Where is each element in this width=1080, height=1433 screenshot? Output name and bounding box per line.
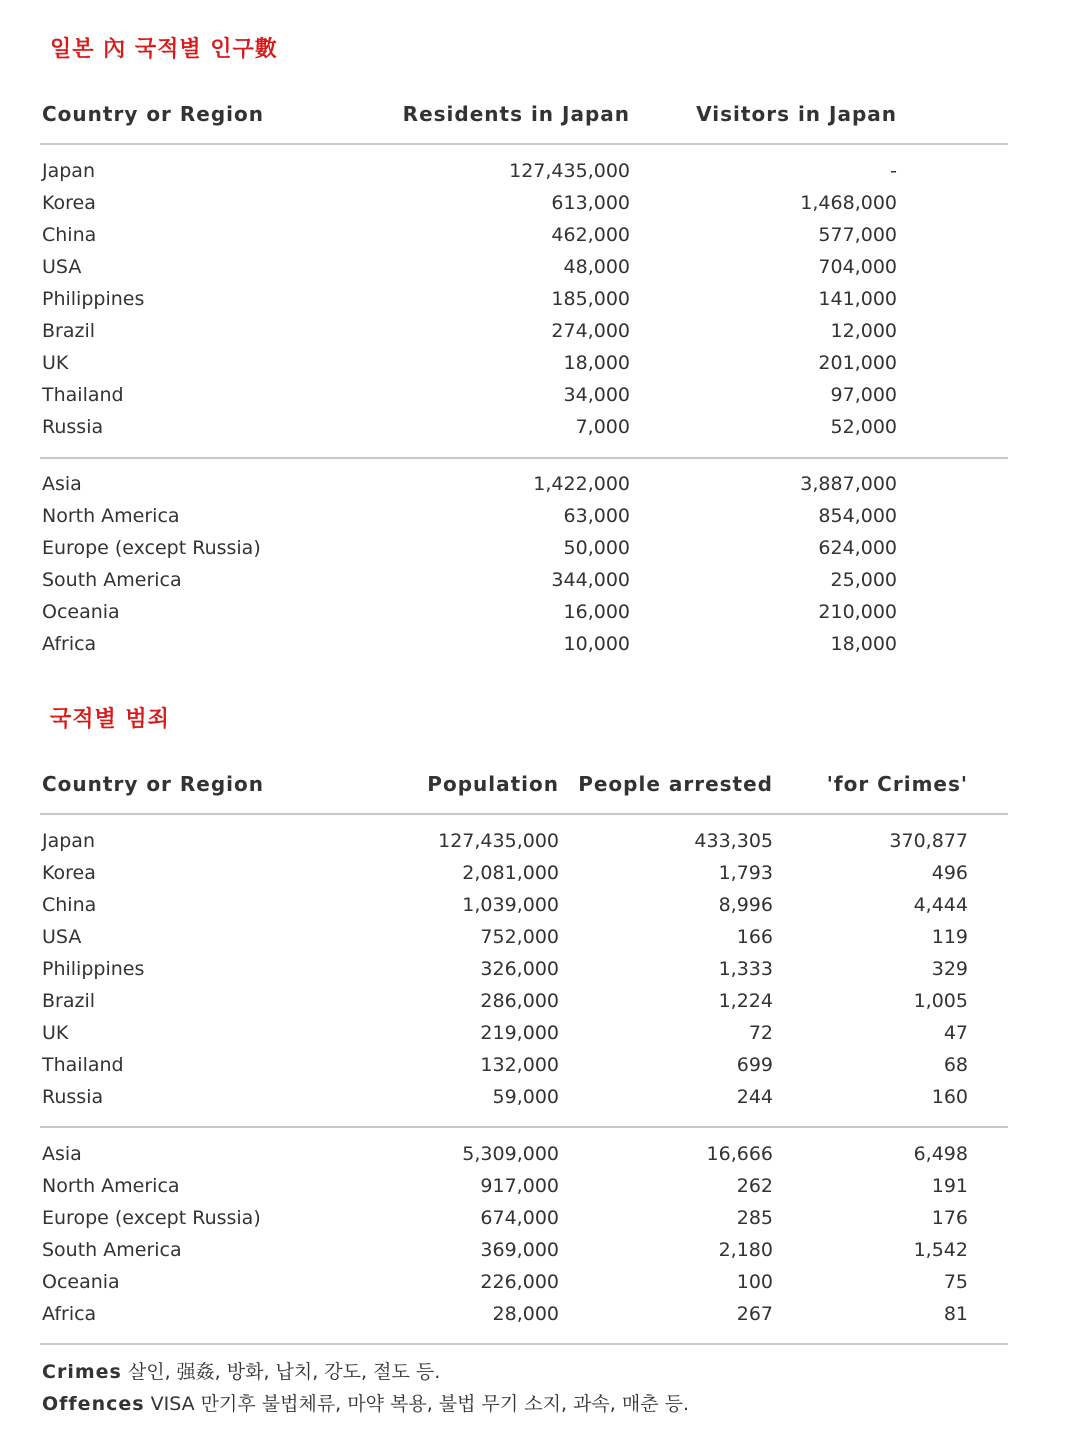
row-value-c: 160 <box>931 1086 968 1108</box>
header-residents: Residents in Japan <box>402 102 630 126</box>
row-value-b: 267 <box>736 1303 773 1325</box>
row-value-c: 1,542 <box>913 1239 968 1261</box>
table-row <box>0 889 1080 921</box>
row-value-a: 344,000 <box>551 569 630 591</box>
table-row <box>0 468 1080 500</box>
row-value-b: 210,000 <box>818 601 897 623</box>
row-value-a: 274,000 <box>551 320 630 342</box>
header-country: Country or Region <box>42 772 264 796</box>
row-value-a: 185,000 <box>551 288 630 310</box>
table-row <box>0 283 1080 315</box>
row-value-b: 100 <box>736 1271 773 1293</box>
table-row <box>0 155 1080 187</box>
table-row <box>0 187 1080 219</box>
row-value-c: 496 <box>931 862 968 884</box>
row-value-b: 141,000 <box>818 288 897 310</box>
row-label: Korea <box>42 862 96 884</box>
row-label: Philippines <box>42 288 145 310</box>
crimes-note <box>42 1357 440 1384</box>
row-value-c: 6,498 <box>913 1143 968 1165</box>
table-row <box>0 411 1080 443</box>
table-row <box>0 857 1080 889</box>
row-label: South America <box>42 569 182 591</box>
row-value-b: 577,000 <box>818 224 897 246</box>
table-row <box>0 953 1080 985</box>
row-value-a: 10,000 <box>563 633 630 655</box>
table-row <box>0 921 1080 953</box>
header-for-crimes: 'for Crimes' <box>826 772 968 796</box>
row-value-c: 4,444 <box>913 894 968 916</box>
row-value-b: 1,333 <box>718 958 773 980</box>
row-value-a: 2,081,000 <box>462 862 559 884</box>
row-value-b: 854,000 <box>818 505 897 527</box>
row-value-b: 8,996 <box>718 894 773 916</box>
row-value-a: 16,000 <box>563 601 630 623</box>
table-row <box>0 251 1080 283</box>
row-value-b: 262 <box>736 1175 773 1197</box>
row-label: China <box>42 224 97 246</box>
row-value-a: 286,000 <box>480 990 559 1012</box>
row-value-c: 191 <box>931 1175 968 1197</box>
table-row <box>0 1298 1080 1330</box>
row-value-a: 462,000 <box>551 224 630 246</box>
row-value-b: 52,000 <box>830 416 897 438</box>
row-value-a: 7,000 <box>575 416 630 438</box>
row-value-a: 917,000 <box>480 1175 559 1197</box>
offences-note <box>42 1389 689 1416</box>
table-row <box>0 1081 1080 1113</box>
row-label: UK <box>42 1022 69 1044</box>
row-label: USA <box>42 256 82 278</box>
row-label: USA <box>42 926 82 948</box>
table-row <box>0 825 1080 857</box>
row-label: Brazil <box>42 320 96 342</box>
row-value-b: 201,000 <box>818 352 897 374</box>
row-label: Asia <box>42 1143 82 1165</box>
row-label: Europe (except Russia) <box>42 1207 261 1229</box>
row-value-b: 18,000 <box>830 633 897 655</box>
row-value-b: 704,000 <box>818 256 897 278</box>
row-label: Philippines <box>42 958 145 980</box>
table-row <box>0 379 1080 411</box>
row-value-b: 1,793 <box>718 862 773 884</box>
row-label: Thailand <box>42 1054 124 1076</box>
row-value-c: 81 <box>943 1303 968 1325</box>
row-value-b: 699 <box>736 1054 773 1076</box>
row-value-b: 1,224 <box>718 990 773 1012</box>
crime-section-title: 국적별 범죄 <box>50 707 170 732</box>
row-label: Russia <box>42 1086 104 1108</box>
row-label: South America <box>42 1239 182 1261</box>
table-row <box>0 347 1080 379</box>
header-country: Country or Region <box>42 102 264 126</box>
table-row <box>0 1170 1080 1202</box>
row-value-a: 219,000 <box>480 1022 559 1044</box>
table-row <box>0 564 1080 596</box>
row-label: Japan <box>42 160 95 182</box>
table-row <box>0 1017 1080 1049</box>
row-value-a: 63,000 <box>563 505 630 527</box>
row-value-b: 244 <box>736 1086 773 1108</box>
row-value-a: 127,435,000 <box>509 160 630 182</box>
crimes-label: Crimes <box>42 1361 122 1383</box>
row-value-c: 1,005 <box>913 990 968 1012</box>
row-value-a: 34,000 <box>563 384 630 406</box>
row-value-b: 433,305 <box>694 830 773 852</box>
table-row <box>0 1234 1080 1266</box>
row-value-a: 674,000 <box>480 1207 559 1229</box>
row-value-c: 75 <box>943 1271 968 1293</box>
row-value-b: 1,468,000 <box>800 192 897 214</box>
row-value-a: 18,000 <box>563 352 630 374</box>
row-label: Japan <box>42 830 95 852</box>
row-value-a: 226,000 <box>480 1271 559 1293</box>
header-divider <box>40 143 1008 145</box>
header-visitors: Visitors in Japan <box>696 102 897 126</box>
row-value-a: 1,422,000 <box>533 473 630 495</box>
row-value-c: 370,877 <box>889 830 968 852</box>
row-label: Africa <box>42 633 97 655</box>
table-row <box>0 985 1080 1017</box>
table-row <box>0 628 1080 660</box>
header-arrested: People arrested <box>578 772 773 796</box>
table-row <box>0 1138 1080 1170</box>
footer-divider <box>40 1343 1008 1345</box>
offences-text: VISA 만기후 불법체류, 마약 복용, 불법 무기 소지, 과속, 매춘 등. <box>144 1393 689 1415</box>
table-row <box>0 219 1080 251</box>
row-value-a: 326,000 <box>480 958 559 980</box>
row-value-b: 97,000 <box>830 384 897 406</box>
section-divider <box>40 457 1008 459</box>
row-value-c: 47 <box>943 1022 968 1044</box>
row-value-a: 127,435,000 <box>438 830 559 852</box>
row-value-b: 12,000 <box>830 320 897 342</box>
row-value-a: 752,000 <box>480 926 559 948</box>
header-divider <box>40 813 1008 815</box>
row-value-a: 5,309,000 <box>462 1143 559 1165</box>
row-value-a: 1,039,000 <box>462 894 559 916</box>
row-label: Russia <box>42 416 104 438</box>
row-value-b: 72 <box>748 1022 773 1044</box>
row-value-b: 25,000 <box>830 569 897 591</box>
section-divider <box>40 1126 1008 1128</box>
row-value-b: - <box>890 160 897 182</box>
offences-label: Offences <box>42 1393 145 1415</box>
row-label: Africa <box>42 1303 97 1325</box>
header-population: Population <box>427 772 559 796</box>
row-value-a: 613,000 <box>551 192 630 214</box>
table-row <box>0 596 1080 628</box>
row-value-c: 68 <box>943 1054 968 1076</box>
row-value-a: 59,000 <box>492 1086 559 1108</box>
row-value-a: 28,000 <box>492 1303 559 1325</box>
row-label: Oceania <box>42 601 120 623</box>
row-value-c: 119 <box>931 926 968 948</box>
row-value-b: 16,666 <box>706 1143 773 1165</box>
row-label: UK <box>42 352 69 374</box>
row-label: China <box>42 894 97 916</box>
row-label: Oceania <box>42 1271 120 1293</box>
row-value-b: 285 <box>736 1207 773 1229</box>
row-value-b: 166 <box>736 926 773 948</box>
population-section-title: 일본 內 국적별 인구數 <box>50 37 278 62</box>
table-row <box>0 1049 1080 1081</box>
table-row <box>0 1202 1080 1234</box>
row-label: Korea <box>42 192 96 214</box>
table-row <box>0 500 1080 532</box>
row-value-b: 2,180 <box>718 1239 773 1261</box>
row-value-c: 176 <box>931 1207 968 1229</box>
table-row <box>0 1266 1080 1298</box>
table-row <box>0 532 1080 564</box>
row-label: North America <box>42 1175 180 1197</box>
row-value-c: 329 <box>931 958 968 980</box>
row-value-a: 132,000 <box>480 1054 559 1076</box>
row-value-a: 48,000 <box>563 256 630 278</box>
row-value-b: 624,000 <box>818 537 897 559</box>
crimes-text: 살인, 强姦, 방화, 납치, 강도, 절도 등. <box>121 1361 441 1383</box>
row-value-b: 3,887,000 <box>800 473 897 495</box>
row-label: North America <box>42 505 180 527</box>
row-label: Thailand <box>42 384 124 406</box>
table-row <box>0 315 1080 347</box>
row-label: Europe (except Russia) <box>42 537 261 559</box>
row-value-a: 369,000 <box>480 1239 559 1261</box>
row-label: Brazil <box>42 990 96 1012</box>
row-label: Asia <box>42 473 82 495</box>
row-value-a: 50,000 <box>563 537 630 559</box>
